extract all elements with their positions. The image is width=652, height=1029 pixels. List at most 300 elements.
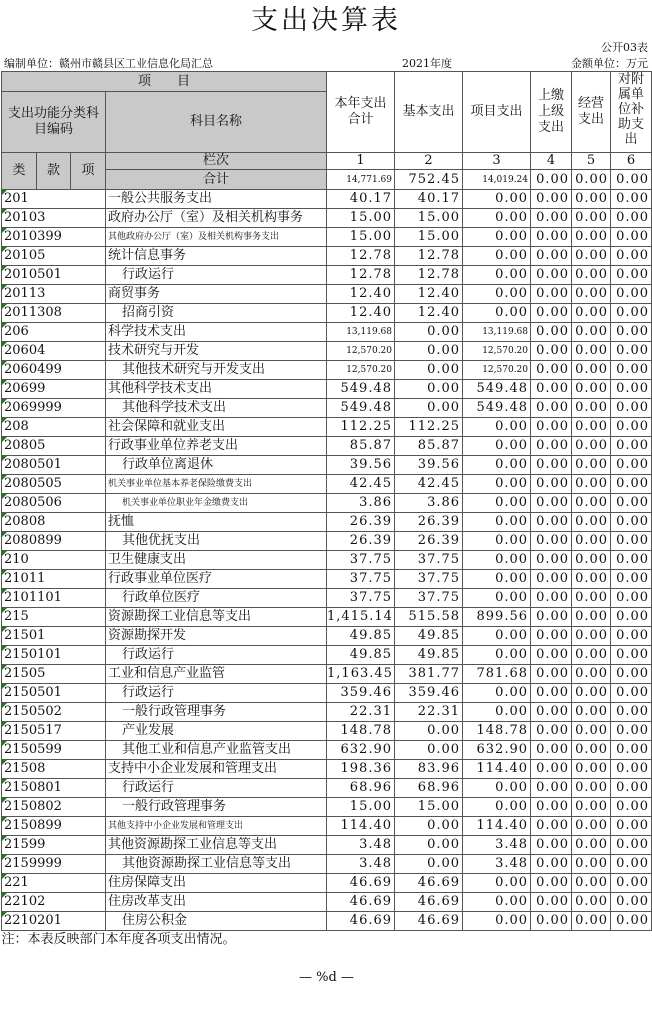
row-project: 632.90 xyxy=(463,741,531,760)
row-name: 行政运行 xyxy=(106,684,327,703)
table-row xyxy=(2,608,652,627)
row-operate: 0.00 xyxy=(572,741,611,760)
row-upper: 0.00 xyxy=(531,266,572,285)
row-name: 其他支持中小企业发展和管理支出 xyxy=(106,817,327,836)
col-num-3: 3 xyxy=(463,153,531,170)
row-total: 22.31 xyxy=(327,703,395,722)
row-name: 工业和信息产业监管 xyxy=(106,665,327,684)
row-upper: 0.00 xyxy=(531,228,572,247)
row-project: 0.00 xyxy=(463,874,531,893)
row-basic: 0.00 xyxy=(395,361,463,380)
row-code: 208 xyxy=(2,418,106,437)
row-total: 46.69 xyxy=(327,874,395,893)
row-operate: 0.00 xyxy=(572,874,611,893)
row-project: 899.56 xyxy=(463,608,531,627)
row-name: 其他优抚支出 xyxy=(106,532,327,551)
row-operate: 0.00 xyxy=(572,627,611,646)
table-row xyxy=(2,437,652,456)
row-project: 0.00 xyxy=(463,418,531,437)
row-total: 3.48 xyxy=(327,836,395,855)
row-code: 2080899 xyxy=(2,532,106,551)
row-name: 机关事业单位基本养老保险缴费支出 xyxy=(106,475,327,494)
row-upper: 0.00 xyxy=(531,893,572,912)
row-code: 221 xyxy=(2,874,106,893)
row-name: 行政事业单位医疗 xyxy=(106,570,327,589)
total-c5: 0.00 xyxy=(572,170,611,190)
row-basic: 46.69 xyxy=(395,874,463,893)
row-operate: 0.00 xyxy=(572,779,611,798)
spacer xyxy=(2,949,652,969)
row-basic: 83.96 xyxy=(395,760,463,779)
row-operate: 0.00 xyxy=(572,551,611,570)
row-subsidy: 0.00 xyxy=(611,437,652,456)
table-row xyxy=(2,627,652,646)
row-project: 0.00 xyxy=(463,570,531,589)
page-number: — %d — xyxy=(299,970,354,985)
header-upper: 上缴上级支出 xyxy=(531,72,572,153)
row-basic: 37.75 xyxy=(395,570,463,589)
row-project: 114.40 xyxy=(463,760,531,779)
row-operate: 0.00 xyxy=(572,684,611,703)
table-row xyxy=(2,760,652,779)
row-code: 2150101 xyxy=(2,646,106,665)
row-project: 0.00 xyxy=(463,532,531,551)
row-name: 住房改革支出 xyxy=(106,893,327,912)
row-code: 2101101 xyxy=(2,589,106,608)
table-row xyxy=(2,874,652,893)
row-operate: 0.00 xyxy=(572,285,611,304)
row-total: 42.45 xyxy=(327,475,395,494)
row-project: 0.00 xyxy=(463,893,531,912)
row-project: 0.00 xyxy=(463,304,531,323)
row-name: 政府办公厅（室）及相关机构事务 xyxy=(106,209,327,228)
row-total: 114.40 xyxy=(327,817,395,836)
total-label: 合计 xyxy=(106,170,327,190)
table-row xyxy=(2,380,652,399)
row-project: 12,570.20 xyxy=(463,342,531,361)
row-project: 0.00 xyxy=(463,646,531,665)
row-subsidy: 0.00 xyxy=(611,760,652,779)
row-subsidy: 0.00 xyxy=(611,494,652,513)
row-name: 招商引资 xyxy=(106,304,327,323)
row-basic: 0.00 xyxy=(395,741,463,760)
row-name: 其他资源勘探工业信息等支出 xyxy=(106,836,327,855)
row-upper: 0.00 xyxy=(531,741,572,760)
col-num-4: 4 xyxy=(531,153,572,170)
row-basic: 0.00 xyxy=(395,722,463,741)
row-subsidy: 0.00 xyxy=(611,646,652,665)
row-code: 20113 xyxy=(2,285,106,304)
row-code: 21501 xyxy=(2,627,106,646)
row-project: 3.48 xyxy=(463,855,531,874)
row-basic: 12.40 xyxy=(395,285,463,304)
row-project: 0.00 xyxy=(463,475,531,494)
table-row xyxy=(2,570,652,589)
row-upper: 0.00 xyxy=(531,874,572,893)
row-project: 0.00 xyxy=(463,437,531,456)
row-project: 0.00 xyxy=(463,703,531,722)
row-total: 15.00 xyxy=(327,798,395,817)
row-subsidy: 0.00 xyxy=(611,266,652,285)
row-total: 37.75 xyxy=(327,551,395,570)
row-total: 12.40 xyxy=(327,285,395,304)
row-project: 0.00 xyxy=(463,798,531,817)
row-project: 0.00 xyxy=(463,684,531,703)
row-total: 632.90 xyxy=(327,741,395,760)
row-project: 3.48 xyxy=(463,836,531,855)
row-subsidy: 0.00 xyxy=(611,209,652,228)
row-subsidy: 0.00 xyxy=(611,627,652,646)
row-basic: 49.85 xyxy=(395,627,463,646)
expenditure-table xyxy=(1,71,652,987)
row-total: 26.39 xyxy=(327,532,395,551)
table-row xyxy=(2,190,652,209)
row-name: 机关事业单位职业年金缴费支出 xyxy=(106,494,327,513)
row-upper: 0.00 xyxy=(531,475,572,494)
row-operate: 0.00 xyxy=(572,247,611,266)
row-total: 112.25 xyxy=(327,418,395,437)
form-tag: 公开03表 xyxy=(601,41,648,54)
row-basic: 15.00 xyxy=(395,228,463,247)
col-num-1: 1 xyxy=(327,153,395,170)
row-upper: 0.00 xyxy=(531,627,572,646)
row-operate: 0.00 xyxy=(572,703,611,722)
row-total: 1,163.45 xyxy=(327,665,395,684)
row-total: 39.56 xyxy=(327,456,395,475)
row-upper: 0.00 xyxy=(531,703,572,722)
row-name: 资源勘探工业信息等支出 xyxy=(106,608,327,627)
row-basic: 515.58 xyxy=(395,608,463,627)
form-tag-row xyxy=(0,40,652,55)
row-project: 0.00 xyxy=(463,456,531,475)
row-basic: 40.17 xyxy=(395,190,463,209)
row-project: 13,119.68 xyxy=(463,323,531,342)
row-code: 20699 xyxy=(2,380,106,399)
row-code: 206 xyxy=(2,323,106,342)
table-row xyxy=(2,513,652,532)
table-row xyxy=(2,361,652,380)
row-project: 0.00 xyxy=(463,551,531,570)
row-basic: 37.75 xyxy=(395,551,463,570)
row-project: 0.00 xyxy=(463,190,531,209)
row-name: 行政运行 xyxy=(106,646,327,665)
row-total: 359.46 xyxy=(327,684,395,703)
row-subsidy: 0.00 xyxy=(611,703,652,722)
row-code: 22102 xyxy=(2,893,106,912)
row-total: 15.00 xyxy=(327,228,395,247)
row-total: 549.48 xyxy=(327,399,395,418)
row-code: 2080505 xyxy=(2,475,106,494)
table-row xyxy=(2,475,652,494)
row-code: 2150502 xyxy=(2,703,106,722)
row-operate: 0.00 xyxy=(572,608,611,627)
row-code: 215 xyxy=(2,608,106,627)
row-basic: 12.40 xyxy=(395,304,463,323)
row-upper: 0.00 xyxy=(531,722,572,741)
row-operate: 0.00 xyxy=(572,190,611,209)
row-name: 产业发展 xyxy=(106,722,327,741)
row-subsidy: 0.00 xyxy=(611,836,652,855)
row-code: 210 xyxy=(2,551,106,570)
row-project: 0.00 xyxy=(463,589,531,608)
row-name: 资源勘探开发 xyxy=(106,627,327,646)
header-func-code: 支出功能分类科目编码 xyxy=(2,92,106,153)
row-operate: 0.00 xyxy=(572,855,611,874)
row-basic: 15.00 xyxy=(395,209,463,228)
row-code: 21505 xyxy=(2,665,106,684)
row-name: 其他科学技术支出 xyxy=(106,380,327,399)
row-upper: 0.00 xyxy=(531,570,572,589)
header-subsidy: 对附属单位补助支出 xyxy=(611,72,652,153)
table-row xyxy=(2,722,652,741)
row-code: 2150517 xyxy=(2,722,106,741)
row-code: 2150599 xyxy=(2,741,106,760)
table-row xyxy=(2,684,652,703)
table-row xyxy=(2,342,652,361)
header-lei: 类 xyxy=(2,153,37,190)
table-row xyxy=(2,589,652,608)
table-row xyxy=(2,418,652,437)
row-subsidy: 0.00 xyxy=(611,779,652,798)
row-subsidy: 0.00 xyxy=(611,893,652,912)
row-upper: 0.00 xyxy=(531,418,572,437)
row-operate: 0.00 xyxy=(572,646,611,665)
row-upper: 0.00 xyxy=(531,437,572,456)
row-total: 3.86 xyxy=(327,494,395,513)
row-code: 20105 xyxy=(2,247,106,266)
row-total: 1,415.14 xyxy=(327,608,395,627)
row-name: 支持中小企业发展和管理支出 xyxy=(106,760,327,779)
year-label: 2021年度 xyxy=(402,57,452,70)
row-upper: 0.00 xyxy=(531,855,572,874)
row-total: 85.87 xyxy=(327,437,395,456)
row-upper: 0.00 xyxy=(531,494,572,513)
row-upper: 0.00 xyxy=(531,380,572,399)
table-row xyxy=(2,247,652,266)
table-row xyxy=(2,532,652,551)
row-basic: 3.86 xyxy=(395,494,463,513)
row-upper: 0.00 xyxy=(531,361,572,380)
row-project: 12,570.20 xyxy=(463,361,531,380)
row-code: 2069999 xyxy=(2,399,106,418)
row-total: 148.78 xyxy=(327,722,395,741)
row-project: 148.78 xyxy=(463,722,531,741)
row-subsidy: 0.00 xyxy=(611,190,652,209)
row-total: 68.96 xyxy=(327,779,395,798)
row-basic: 0.00 xyxy=(395,817,463,836)
row-name: 商贸事务 xyxy=(106,285,327,304)
row-project: 0.00 xyxy=(463,912,531,931)
row-upper: 0.00 xyxy=(531,399,572,418)
row-name: 一般公共服务支出 xyxy=(106,190,327,209)
row-code: 2080501 xyxy=(2,456,106,475)
table-row xyxy=(2,836,652,855)
row-basic: 39.56 xyxy=(395,456,463,475)
row-total: 13,119.68 xyxy=(327,323,395,342)
table-row xyxy=(2,494,652,513)
row-basic: 12.78 xyxy=(395,266,463,285)
row-subsidy: 0.00 xyxy=(611,304,652,323)
header-kuan: 款 xyxy=(37,153,71,190)
row-operate: 0.00 xyxy=(572,836,611,855)
table-row xyxy=(2,741,652,760)
row-upper: 0.00 xyxy=(531,646,572,665)
row-code: 21011 xyxy=(2,570,106,589)
row-name: 科学技术支出 xyxy=(106,323,327,342)
row-operate: 0.00 xyxy=(572,304,611,323)
row-name: 行政事业单位养老支出 xyxy=(106,437,327,456)
table-row xyxy=(2,798,652,817)
header-subject-name: 科目名称 xyxy=(106,92,327,153)
row-code: 2010399 xyxy=(2,228,106,247)
row-code: 2150801 xyxy=(2,779,106,798)
row-operate: 0.00 xyxy=(572,228,611,247)
row-upper: 0.00 xyxy=(531,760,572,779)
total-c4: 0.00 xyxy=(531,170,572,190)
table-row xyxy=(2,209,652,228)
row-subsidy: 0.00 xyxy=(611,513,652,532)
row-project: 114.40 xyxy=(463,817,531,836)
table-row xyxy=(2,266,652,285)
row-project: 0.00 xyxy=(463,285,531,304)
row-operate: 0.00 xyxy=(572,456,611,475)
row-subsidy: 0.00 xyxy=(611,380,652,399)
row-name: 其他政府办公厅（室）及相关机构事务支出 xyxy=(106,228,327,247)
table-row xyxy=(2,893,652,912)
row-subsidy: 0.00 xyxy=(611,684,652,703)
row-subsidy: 0.00 xyxy=(611,323,652,342)
header-total: 本年支出合计 xyxy=(327,72,395,153)
header-lanci: 栏次 xyxy=(106,153,327,170)
table-row xyxy=(2,399,652,418)
row-project: 549.48 xyxy=(463,380,531,399)
row-total: 46.69 xyxy=(327,912,395,931)
col-num-5: 5 xyxy=(572,153,611,170)
row-basic: 0.00 xyxy=(395,323,463,342)
row-basic: 68.96 xyxy=(395,779,463,798)
table-row xyxy=(2,228,652,247)
row-project: 0.00 xyxy=(463,494,531,513)
row-basic: 112.25 xyxy=(395,418,463,437)
row-project: 0.00 xyxy=(463,247,531,266)
table-row xyxy=(2,703,652,722)
row-code: 2150501 xyxy=(2,684,106,703)
row-code: 2080506 xyxy=(2,494,106,513)
row-operate: 0.00 xyxy=(572,323,611,342)
row-upper: 0.00 xyxy=(531,836,572,855)
row-total: 15.00 xyxy=(327,209,395,228)
row-total: 12,570.20 xyxy=(327,361,395,380)
row-upper: 0.00 xyxy=(531,551,572,570)
header-item: 项 目 xyxy=(2,72,327,92)
row-upper: 0.00 xyxy=(531,779,572,798)
header-basic: 基本支出 xyxy=(395,72,463,153)
row-name: 行政运行 xyxy=(106,266,327,285)
row-upper: 0.00 xyxy=(531,190,572,209)
row-total: 37.75 xyxy=(327,589,395,608)
row-operate: 0.00 xyxy=(572,760,611,779)
row-project: 0.00 xyxy=(463,627,531,646)
total-c2: 752.45 xyxy=(395,170,463,190)
table-row xyxy=(2,304,652,323)
footnote: 注：本表反映部门本年度各项支出情况。 xyxy=(1,932,236,947)
row-code: 20604 xyxy=(2,342,106,361)
row-operate: 0.00 xyxy=(572,266,611,285)
row-name: 行政单位医疗 xyxy=(106,589,327,608)
total-c3: 14,019.24 xyxy=(463,170,531,190)
row-name: 行政运行 xyxy=(106,779,327,798)
row-subsidy: 0.00 xyxy=(611,722,652,741)
row-subsidy: 0.00 xyxy=(611,570,652,589)
header-xiang: 项 xyxy=(71,153,106,190)
row-code: 20805 xyxy=(2,437,106,456)
row-subsidy: 0.00 xyxy=(611,532,652,551)
table-row xyxy=(2,551,652,570)
table-row xyxy=(2,779,652,798)
row-code: 21508 xyxy=(2,760,106,779)
row-upper: 0.00 xyxy=(531,247,572,266)
row-project: 0.00 xyxy=(463,779,531,798)
row-subsidy: 0.00 xyxy=(611,475,652,494)
row-basic: 0.00 xyxy=(395,855,463,874)
row-operate: 0.00 xyxy=(572,570,611,589)
row-basic: 0.00 xyxy=(395,836,463,855)
row-code: 201 xyxy=(2,190,106,209)
row-upper: 0.00 xyxy=(531,342,572,361)
row-upper: 0.00 xyxy=(531,817,572,836)
row-name: 抚恤 xyxy=(106,513,327,532)
row-total: 12.78 xyxy=(327,247,395,266)
row-name: 卫生健康支出 xyxy=(106,551,327,570)
row-operate: 0.00 xyxy=(572,532,611,551)
row-basic: 26.39 xyxy=(395,532,463,551)
total-c6: 0.00 xyxy=(611,170,652,190)
row-name: 住房公积金 xyxy=(106,912,327,931)
row-total: 12.78 xyxy=(327,266,395,285)
row-basic: 85.87 xyxy=(395,437,463,456)
row-basic: 42.45 xyxy=(395,475,463,494)
row-operate: 0.00 xyxy=(572,475,611,494)
row-total: 49.85 xyxy=(327,627,395,646)
row-operate: 0.00 xyxy=(572,912,611,931)
row-subsidy: 0.00 xyxy=(611,342,652,361)
row-basic: 0.00 xyxy=(395,399,463,418)
row-code: 20808 xyxy=(2,513,106,532)
col-num-6: 6 xyxy=(611,153,652,170)
row-subsidy: 0.00 xyxy=(611,741,652,760)
row-subsidy: 0.00 xyxy=(611,912,652,931)
row-name: 统计信息事务 xyxy=(106,247,327,266)
row-subsidy: 0.00 xyxy=(611,456,652,475)
col-num-2: 2 xyxy=(395,153,463,170)
row-upper: 0.00 xyxy=(531,456,572,475)
table-row xyxy=(2,285,652,304)
row-upper: 0.00 xyxy=(531,532,572,551)
row-basic: 381.77 xyxy=(395,665,463,684)
row-project: 781.68 xyxy=(463,665,531,684)
row-name: 社会保障和就业支出 xyxy=(106,418,327,437)
table-row xyxy=(2,817,652,836)
row-code: 20103 xyxy=(2,209,106,228)
row-total: 26.39 xyxy=(327,513,395,532)
row-upper: 0.00 xyxy=(531,589,572,608)
table-row xyxy=(2,855,652,874)
row-subsidy: 0.00 xyxy=(611,608,652,627)
row-operate: 0.00 xyxy=(572,418,611,437)
row-total: 549.48 xyxy=(327,380,395,399)
row-basic: 49.85 xyxy=(395,646,463,665)
row-name: 技术研究与开发 xyxy=(106,342,327,361)
